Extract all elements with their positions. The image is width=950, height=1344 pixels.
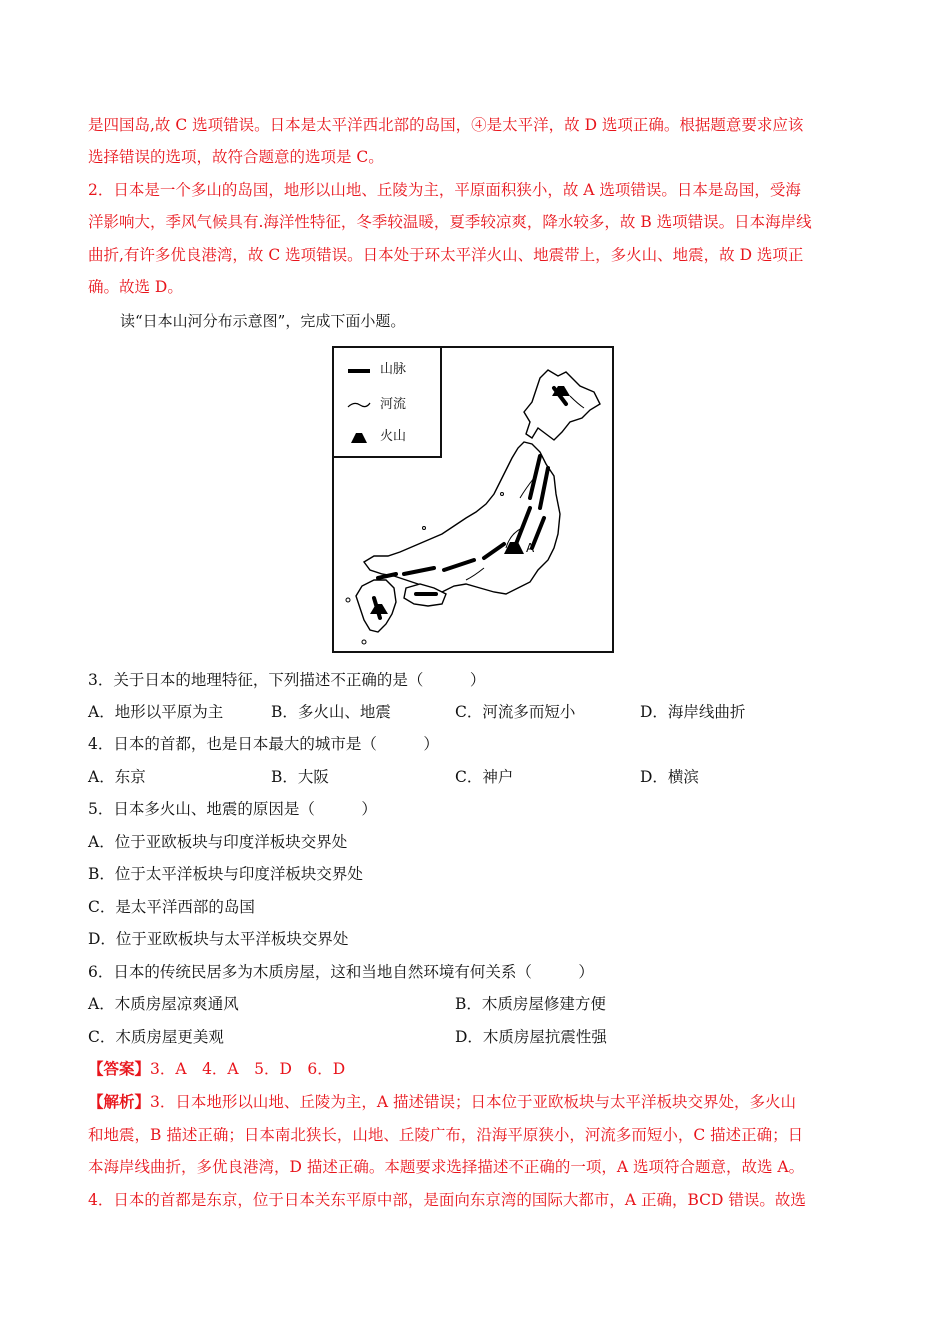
- explanation-line-6: 确。故选 D。: [88, 278, 183, 296]
- legend-volcano-label: 火山: [380, 429, 407, 444]
- small-island: [346, 598, 350, 602]
- analysis-line-4: 4．日本的首都是东京，位于日本关东平原中部，是面向东京湾的国际大都市，A 正确，BCD 错误。故选: [88, 1191, 806, 1209]
- q5-option-a[interactable]: A．位于亚欧板块与印度洋板块交界处: [88, 833, 348, 851]
- q4-option-d[interactable]: D．横滨: [640, 768, 699, 786]
- question-3-stem: 3．关于日本的地理特征，下列描述不正确的是（ ）: [88, 671, 486, 689]
- q3-option-b[interactable]: B．多火山、地震: [271, 703, 391, 721]
- q6-option-c[interactable]: C．木质房屋更美观: [88, 1028, 224, 1046]
- q6-option-d[interactable]: D．木质房屋抗震性强: [455, 1028, 607, 1046]
- analysis-label: 【解析】: [88, 1092, 151, 1111]
- small-island: [362, 640, 366, 644]
- q6-option-a[interactable]: A．木质房屋凉爽通风: [88, 995, 239, 1013]
- analysis-text-1: 3．日本地形以山地、丘陵为主，A 描述错误；日本位于亚欧板块与太平洋板块交界处，多火山: [150, 1093, 797, 1111]
- analysis-line-1: [88, 1092, 796, 1112]
- analysis-line-2: 和地震，B 描述正确；日本南北狭长，山地、丘陵广布，沿海平原狭小，河流多而短小，C 描述正确；日: [88, 1126, 804, 1144]
- analysis-line-3: 本海岸线曲折，多优良港湾，D 描述正确。本题要求选择描述不正确的一项，A 选项符合题意，故选 A。: [88, 1158, 805, 1176]
- q4-option-c[interactable]: C．神户: [455, 768, 514, 786]
- q6-option-b[interactable]: B．木质房屋修建方便: [455, 995, 606, 1013]
- q3-option-a[interactable]: A．地形以平原为主: [88, 703, 224, 721]
- q5-option-d[interactable]: D．位于亚欧板块与太平洋板块交界处: [88, 930, 349, 948]
- explanation-line-2: 选择错误的选项，故符合题意的选项是 C。: [88, 148, 384, 166]
- legend-mountain-label: 山脉: [380, 362, 407, 377]
- answer-line: [88, 1059, 345, 1079]
- q4-option-b[interactable]: B．大阪: [271, 768, 329, 786]
- japan-islands-drawing: [334, 348, 612, 651]
- q5-option-c[interactable]: C．是太平洋西部的岛国: [88, 898, 255, 916]
- answer-label: 【答案】: [88, 1059, 151, 1078]
- explanation-line-5: 曲折,有许多优良港湾，故 C 选项错误。日本处于环太平洋火山、地震带上，多火山、地震，故 D 选项正: [88, 246, 804, 264]
- answer-text: 3．A 4．A 5．D 6．D: [150, 1060, 346, 1078]
- explanation-line-3: 2．日本是一个多山的岛国，地形以山地、丘陵为主，平原面积狭小，故 A 选项错误。日本是岛国，受海: [88, 181, 801, 199]
- hokkaido-island: [524, 370, 600, 440]
- legend-river-label: 河流: [380, 397, 407, 412]
- explanation-line-1: 是四国岛,故 C 选项错误。日本是太平洋西北部的岛国，④是太平洋，故 D 选项正确。根据题意要求应该: [88, 116, 804, 134]
- map-intro: 读“日本山河分布示意图”，完成下面小题。: [120, 312, 406, 330]
- small-island: [423, 527, 426, 530]
- q3-option-c[interactable]: C．河流多而短小: [455, 703, 576, 721]
- volcano-label-a: A: [526, 541, 535, 555]
- question-6-stem: 6．日本的传统民居多为木质房屋，这和当地自然环境有何关系（ ）: [88, 963, 594, 981]
- question-4-stem: 4．日本的首都，也是日本最大的城市是（ ）: [88, 735, 439, 753]
- question-5-stem: 5．日本多火山、地震的原因是（ ）: [88, 800, 377, 818]
- q3-option-d[interactable]: D．海岸线曲折: [640, 703, 746, 721]
- honshu-island: [364, 442, 560, 594]
- q5-option-b[interactable]: B．位于太平洋板块与印度洋板块交界处: [88, 865, 363, 883]
- q4-option-a[interactable]: A．东京: [88, 768, 146, 786]
- japan-map-figure: [332, 346, 614, 653]
- explanation-line-4: 洋影响大，季风气候具有.海洋性特征，冬季较温暖，夏季较凉爽，降水较多，故 B 选项错误。日本海岸线: [88, 213, 812, 231]
